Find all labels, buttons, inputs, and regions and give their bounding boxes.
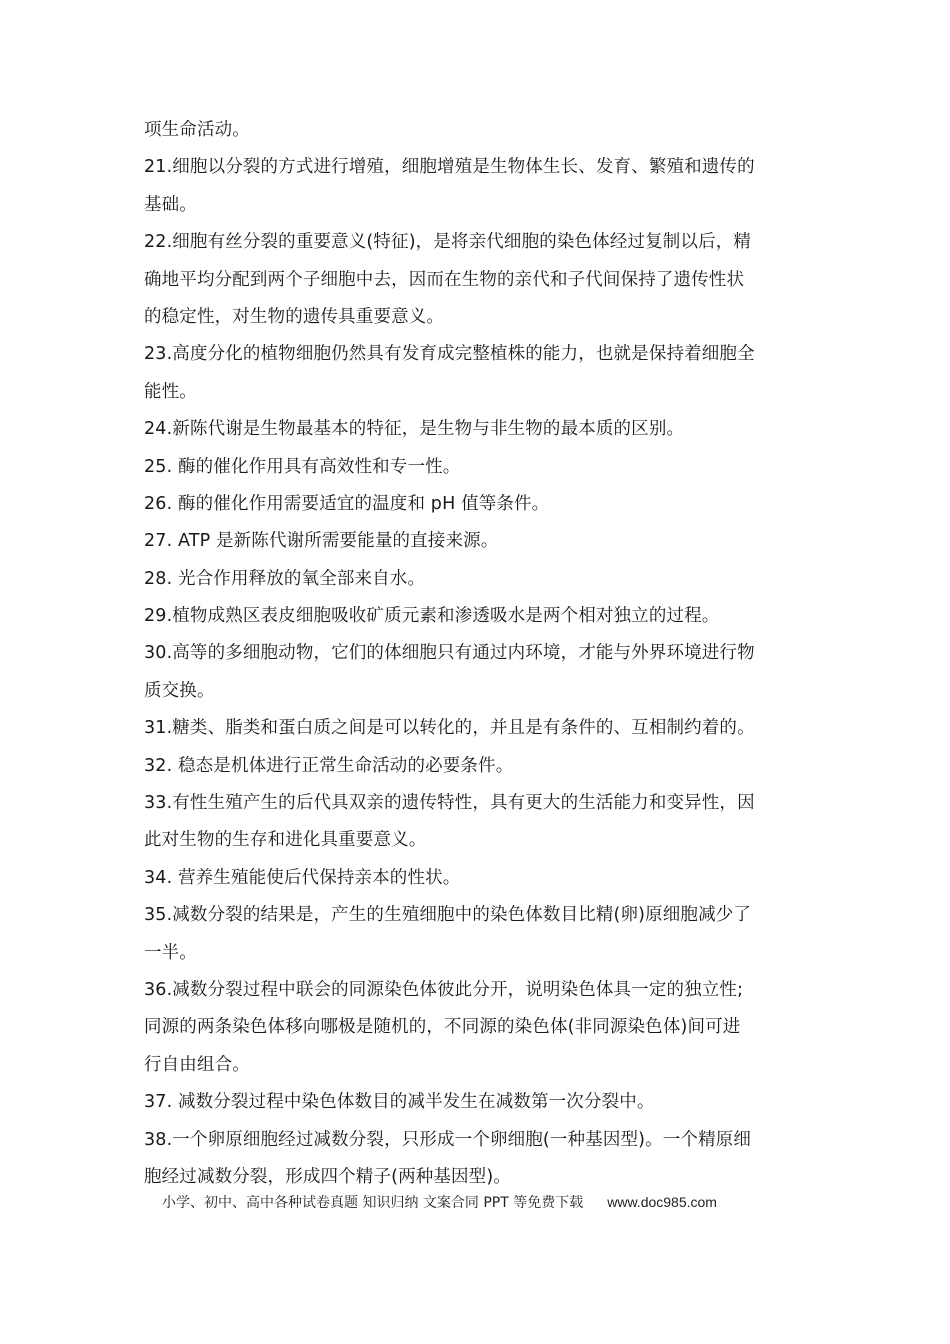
- text-line: 基础。: [144, 194, 197, 215]
- text-line: 23.高度分化的植物细胞仍然具有发育成完整植株的能力，也就是保持着细胞全: [144, 344, 755, 365]
- text-line: 能性。: [144, 381, 197, 402]
- text-line: 质交换。: [144, 680, 215, 701]
- text-line: 此对生物的生存和进化具重要意义。: [144, 830, 427, 851]
- text-line: 一半。: [144, 942, 197, 963]
- text-line: 确地平均分配到两个子细胞中去，因而在生物的亲代和子代间保持了遗传性状: [144, 269, 745, 290]
- footer-text: 小学、初中、高中各种试卷真题 知识归纳 文案合同 PPT 等免费下载: [162, 1195, 584, 1211]
- text-line: 28. 光合作用释放的氧全部来自水。: [144, 568, 426, 589]
- text-line: 30.高等的多细胞动物，它们的体细胞只有通过内环境，才能与外界环境进行物: [144, 643, 755, 664]
- footer-site-link[interactable]: www.doc985.com: [607, 1194, 717, 1210]
- text-line: 36.减数分裂过程中联会的同源染色体彼此分开，说明染色体具一定的独立性;: [144, 979, 744, 1000]
- text-line: 25. 酶的催化作用具有高效性和专一性。: [144, 456, 461, 477]
- document-body: [144, 112, 810, 1196]
- text-line: 同源的两条染色体移向哪极是随机的，不同源的染色体(非同源染色体)间可进: [144, 1017, 741, 1038]
- text-line: 37. 减数分裂过程中染色体数目的减半发生在减数第一次分裂中。: [144, 1092, 655, 1113]
- text-line: 行自由组合。: [144, 1054, 250, 1075]
- text-line: 项生命活动。: [144, 120, 250, 140]
- text-line: 胞经过减数分裂，形成四个精子(两种基因型)。: [144, 1166, 511, 1187]
- text-line: 33.有性生殖产生的后代具双亲的遗传特性，具有更大的生活能力和变异性，因: [144, 793, 755, 814]
- text-line: 27. ATP 是新陈代谢所需要能量的直接来源。: [144, 531, 499, 552]
- text-line: 29.植物成熟区表皮细胞吸收矿质元素和渗透吸水是两个相对独立的过程。: [144, 606, 720, 627]
- text-line: 34. 营养生殖能使后代保持亲本的性状。: [144, 867, 461, 888]
- page-footer: [162, 1190, 802, 1214]
- text-line: 26. 酶的催化作用需要适宜的温度和 pH 值等条件。: [144, 493, 550, 514]
- text-line: 35.减数分裂的结果是，产生的生殖细胞中的染色体数目比精(卵)原细胞减少了: [144, 905, 752, 926]
- text-line: 的稳定性，对生物的遗传具重要意义。: [144, 306, 445, 327]
- text-line: 22.细胞有丝分裂的重要意义(特征)，是将亲代细胞的染色体经过复制以后，精: [144, 232, 752, 253]
- text-line: 32. 稳态是机体进行正常生命活动的必要条件。: [144, 755, 514, 776]
- text-line: 21.细胞以分裂的方式进行增殖，细胞增殖是生物体生长、发育、繁殖和遗传的: [144, 157, 755, 178]
- text-line: 24.新陈代谢是生物最基本的特征，是生物与非生物的最本质的区别。: [144, 419, 685, 440]
- text-line: 31.糖类、脂类和蛋白质之间是可以转化的，并且是有条件的、互相制约着的。: [144, 718, 755, 739]
- text-line: 38.一个卵原细胞经过减数分裂，只形成一个卵细胞(一种基因型)。一个精原细: [144, 1129, 752, 1150]
